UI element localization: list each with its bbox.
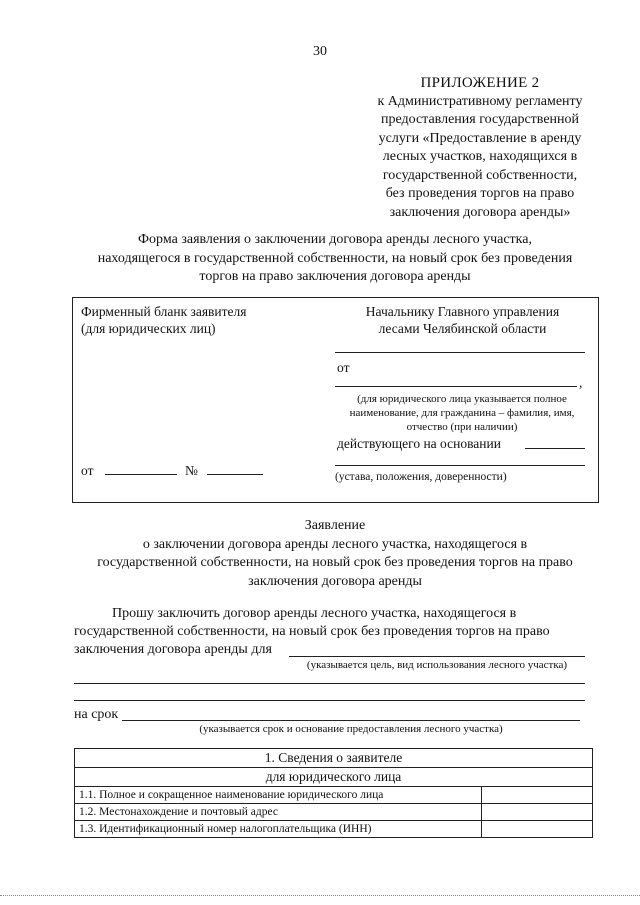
purpose-hint: (указывается цель, вид использования лесного участка) <box>306 659 568 671</box>
name-hint-line: наименование, для гражданина – фамилия, имя, <box>349 407 575 419</box>
appendix-line: предоставления государственной <box>380 112 580 127</box>
row-value-cell[interactable] <box>482 787 593 804</box>
name-hint <box>331 392 593 434</box>
table-section-title: 1. Сведения о заявителе <box>75 749 593 768</box>
request-line-1: Прошу заключить договор аренды лесного участка, находящегося в <box>112 606 517 621</box>
appendix-line: заключения договора аренды» <box>389 204 571 220</box>
table-row <box>75 787 593 804</box>
addressee-line: лесами Челябинской области <box>378 321 547 336</box>
basis-field[interactable] <box>525 448 585 449</box>
from-label: от <box>337 360 350 375</box>
statement-title-line: государственной собственности, на новый срок без проведения торгов на право <box>97 555 573 570</box>
row-label: 1.1. Полное и сокращенное наименование юридического лица <box>75 787 482 804</box>
basis-field-line2[interactable] <box>335 465 585 466</box>
request-line-2: государственной собственности, на новый срок без проведения торгов на право <box>74 624 550 639</box>
name-hint-line: отчество (при наличии) <box>406 421 518 433</box>
addressee-extra-line[interactable] <box>335 352 585 353</box>
addressee-line: Начальнику Главного управления <box>365 304 560 319</box>
number-label: № <box>185 463 198 478</box>
appendix-block <box>355 74 605 222</box>
table-subtitle: для юридического лица <box>75 768 593 787</box>
row-label: 1.2. Местонахождение и почтовый адрес <box>75 804 482 821</box>
term-field[interactable] <box>122 720 580 721</box>
term-label: на срок <box>74 707 119 722</box>
table-row <box>75 804 593 821</box>
form-title <box>70 231 600 287</box>
appendix-heading: ПРИЛОЖЕНИЕ 2 <box>420 75 540 91</box>
form-title-line: находящегося в государственной собственности, на новый срок без проведения <box>97 250 573 266</box>
name-hint-line: (для юридического лица указывается полное <box>357 393 567 405</box>
form-title-line: торгов на право заключения договора аренды <box>199 269 471 284</box>
header-box <box>72 297 599 503</box>
row-value-cell[interactable] <box>482 821 593 838</box>
appendix-line: государственной собственности, <box>382 167 578 183</box>
term-hint: (указывается срок и основание предоставления лесного участка) <box>199 723 503 735</box>
page-bottom-divider <box>0 895 640 896</box>
statement-title <box>70 517 600 591</box>
appendix-line: к Административному регламенту <box>377 93 583 109</box>
basis-label: действующего на основании <box>337 436 501 451</box>
letterhead-line: (для юридических лиц) <box>81 321 216 336</box>
statement-title-line: о заключении договора аренды лесного участка, находящегося в <box>142 536 528 552</box>
basis-hint: (устава, положения, доверенности) <box>335 471 507 483</box>
date-label: от <box>81 463 94 478</box>
purpose-field-line3[interactable] <box>74 700 585 701</box>
letterhead-line: Фирменный бланк заявителя <box>81 304 247 319</box>
appendix-line: без проведения торгов на право <box>385 186 575 201</box>
table-row <box>75 821 593 838</box>
date-field[interactable] <box>105 474 177 475</box>
statement-title-line: заключения договора аренды <box>248 573 422 589</box>
applicant-name-field[interactable] <box>335 386 577 387</box>
comma: , <box>579 375 583 390</box>
form-title-line: Форма заявления о заключении договора аренды лесного участка, <box>138 232 532 247</box>
row-value-cell[interactable] <box>482 804 593 821</box>
appendix-line: услуги «Предоставление в аренду <box>378 130 582 146</box>
appendix-line: лесных участков, находящихся в <box>382 149 578 164</box>
letterhead-label <box>81 303 246 337</box>
statement-heading: Заявление <box>304 518 366 533</box>
number-field[interactable] <box>207 474 263 475</box>
page-number: 30 <box>313 44 327 59</box>
applicant-info-table <box>74 748 593 838</box>
addressee <box>335 303 590 337</box>
purpose-label: заключения договора аренды для <box>74 642 272 657</box>
purpose-field-line2[interactable] <box>74 683 585 684</box>
purpose-field[interactable] <box>289 656 585 657</box>
row-label: 1.3. Идентификационный номер налогоплательщика (ИНН) <box>75 821 482 838</box>
